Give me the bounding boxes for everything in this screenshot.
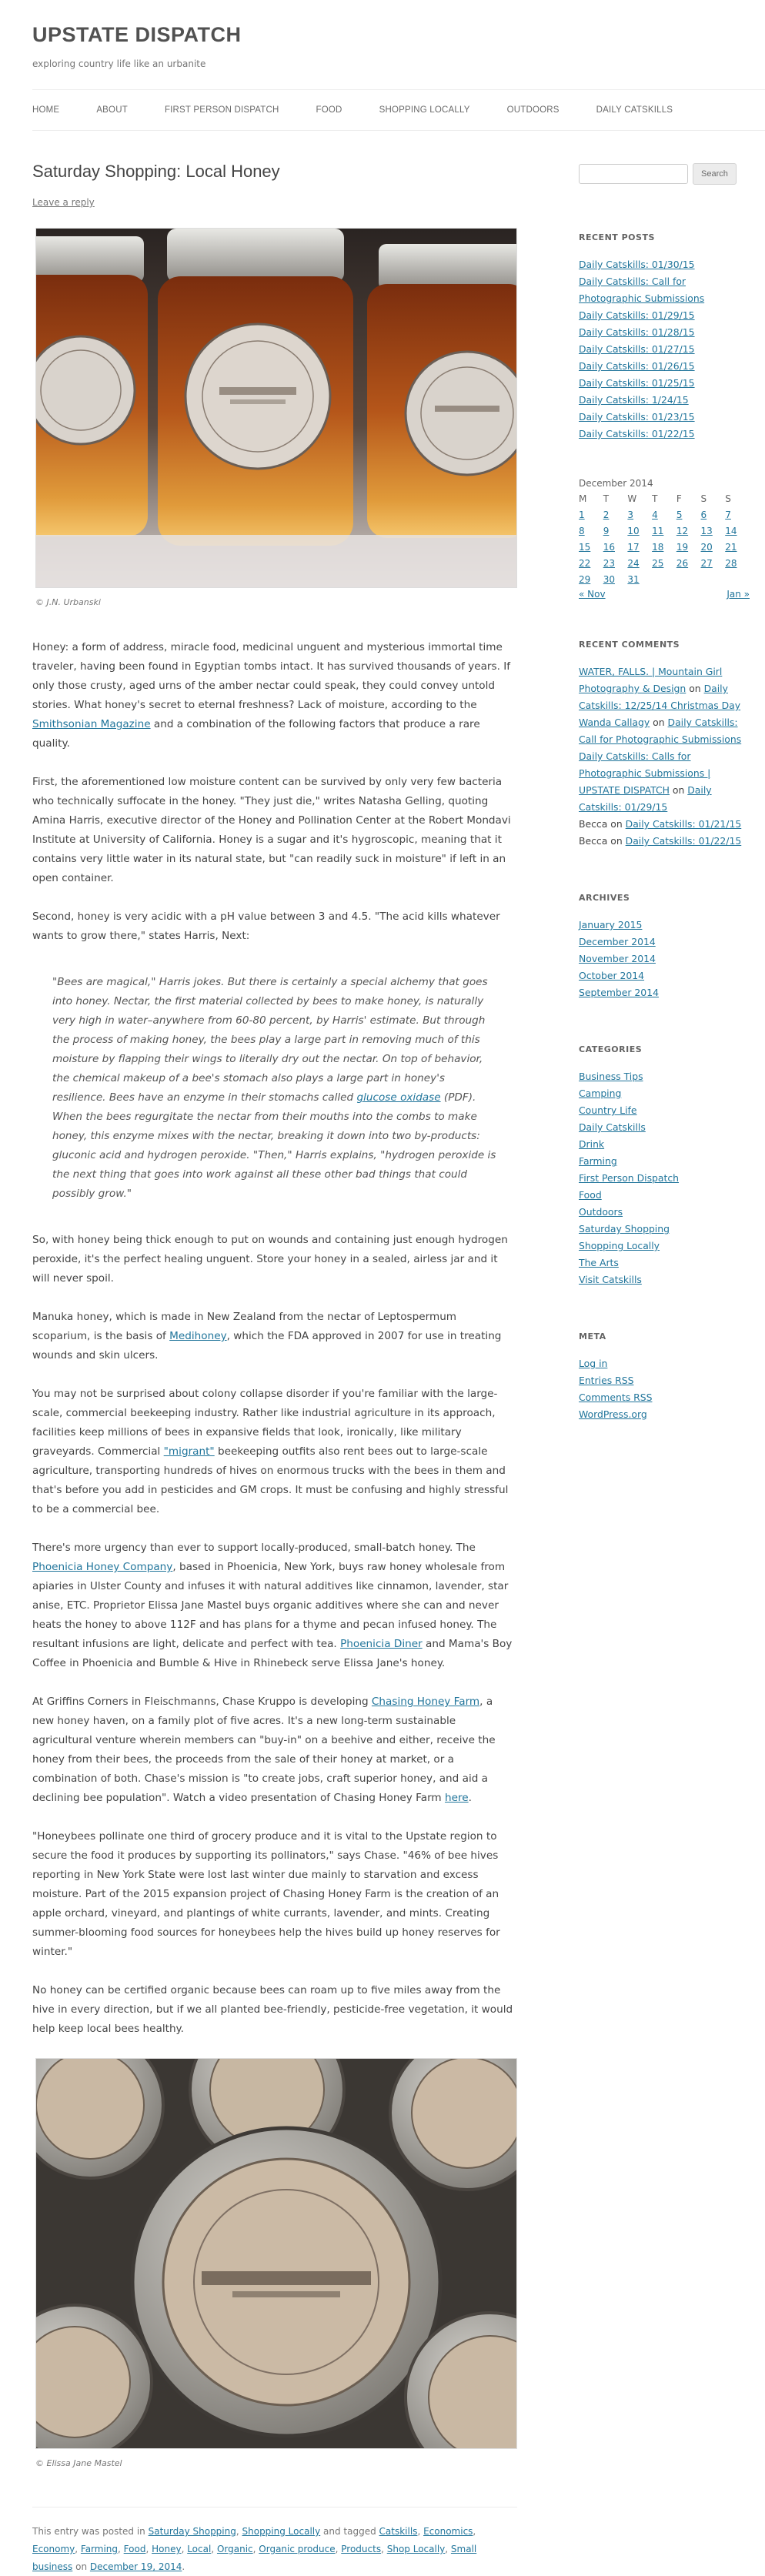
tag-link[interactable]: Honey	[152, 2544, 182, 2554]
calendar-day	[652, 506, 676, 523]
sidebar	[579, 163, 750, 1423]
calendar-day-link[interactable]: 18	[652, 541, 664, 553]
calendar-day	[603, 523, 628, 539]
calendar-day-link[interactable]: 19	[676, 541, 689, 553]
nav-item-shopping-locally[interactable]: SHOPPING LOCALLY	[379, 105, 470, 115]
category-link[interactable]: Saturday Shopping	[579, 1223, 670, 1235]
calendar-day-link[interactable]: 26	[676, 557, 689, 569]
paragraph: First, the aforementioned low moisture content can be survived by only very few bacteria who technically suffocate in the honey. "They just die," writes Natasha Gelling, quoting Amina Harris, executive director of the Honey and Pollination Center at the Robert Mondavi Institute at University of California. Honey is a sugar and it's hygroscopic, meaning that it contains very little water in its natural state, but "can readily suck in moisture" if left in an open container.	[32, 776, 511, 884]
calendar-weekday: S	[700, 493, 707, 504]
list-item	[579, 984, 750, 1001]
leave-reply-link[interactable]: Leave a reply	[32, 197, 95, 208]
category-link[interactable]: Camping	[579, 1088, 622, 1099]
calendar-day-link[interactable]: 28	[725, 557, 737, 569]
calendar-day-link[interactable]: 8	[579, 525, 585, 536]
image-caption: © J.N. Urbanski	[35, 597, 101, 607]
widget-title: RECENT POSTS	[579, 232, 655, 242]
category-link[interactable]: Outdoors	[579, 1206, 623, 1218]
calendar-day-link[interactable]: 14	[725, 525, 737, 536]
paragraph: You may not be surprised about colony collapse disorder if you're familiar with the large-scale, commercial beekeeping industry. Rather like industrial agriculture in its approach, facilities keep millions of bees in expansive fields that look, ironically, like military graveyards. Commercial "migrant" beekeeping outfits also rent bees out to large-scale agriculture, transporting hundreds of hives on enormous trucks with the bees in them and that's before you add in pesticides and GM crops. It must be confusing and highly stressful to be a commercial bee.	[32, 1388, 509, 1515]
paragraph: There's more urgency than ever to support locally-produced, small-batch honey. The Phoenicia Honey Company, based in Phoenicia, New York, buys raw honey wholesale from apiaries in Ulster County and infuses it with natural additives like cinnamon, lavender, star anise, ETC. Proprietor Elissa Jane Mastel buys organic additives where she can and never heats the honey to above 112F and has plans for a thyme and pecan infused honey. The resultant infusions are light, delicate and perfect with tea. Phoenicia Diner and Mama's Boy Coffee in Phoenicia and Bumble & Hive in Rhinebeck serve Elissa Jane's honey.	[32, 1542, 513, 1669]
list-item	[579, 1119, 750, 1136]
calendar-caption: December 2014	[579, 478, 653, 489]
list-item	[579, 1102, 750, 1119]
calendar-day	[725, 555, 750, 571]
search-button[interactable]: Search	[693, 163, 737, 185]
calendar-day	[627, 555, 652, 571]
list-item	[579, 1136, 750, 1153]
comment-post-link[interactable]: Daily Catskills: 12/25/14 Christmas Day	[579, 683, 741, 711]
calendar-day	[725, 571, 750, 587]
list-item	[579, 1372, 750, 1389]
site-description: exploring country life like an urbanite	[32, 58, 206, 69]
recent-post-link[interactable]: Daily Catskills: 01/25/15	[579, 377, 695, 389]
categories-widget	[579, 1044, 750, 1288]
archive-link[interactable]: September 2014	[579, 987, 659, 998]
widget-title: CATEGORIES	[579, 1044, 643, 1054]
comment-on: on	[607, 835, 626, 847]
chasing-honey-farm-link[interactable]: Chasing Honey Farm	[371, 1696, 480, 1708]
migrant-link[interactable]: "migrant"	[163, 1445, 215, 1458]
comment-author-link[interactable]: Daily Catskills: Calls for Photographic Submissions | UPSTATE DISPATCH	[579, 750, 711, 796]
calendar-day-link[interactable]: 16	[603, 541, 615, 553]
nav-item-food[interactable]: FOOD	[316, 105, 342, 115]
calendar-day-link[interactable]: 30	[603, 573, 615, 585]
list-item	[579, 358, 750, 375]
post-content	[32, 162, 517, 2576]
calendar-week-row	[579, 523, 750, 539]
calendar-day	[676, 523, 701, 539]
recent-post-link[interactable]: Daily Catskills: 01/29/15	[579, 309, 695, 321]
list-item	[579, 1068, 750, 1085]
calendar-day-link[interactable]: 10	[627, 525, 640, 536]
jar-center	[158, 229, 353, 546]
calendar-week-row	[579, 539, 750, 555]
blockquote: "Bees are magical," Harris jokes. But there is certainly a special alchemy that goes into honey. Nectar, the first material collected by bees to make honey, is naturally very high in water–anywhere from 60-80 percent, by Harris' estimate. But through the process of making honey, the bees play a large part in removing much of this moisture by flapping their wings to literally dry out the nectar. On top of behavior, the chemical makeup of a bee's stomach also plays a large part in honey's resilience. Bees have an enzyme in their stomachs called glucose oxidase (PDF). When the bees regurgitate the nectar from their mouths into the combs to make honey, this enzyme mixes with the nectar, breaking it down into two by-products: gluconic acid and hydrogen peroxide. "Then," Harris explains, "hydrogen peroxide is the next thing that goes into work against all these other bad things that could possibly grow."	[52, 976, 496, 1200]
meta-link[interactable]: Comments RSS	[579, 1392, 653, 1403]
calendar-day-link[interactable]: 17	[627, 541, 640, 553]
calendar-day	[676, 506, 701, 523]
calendar-day-link[interactable]: 21	[725, 541, 737, 553]
calendar-day	[701, 506, 726, 523]
calendar-day-link[interactable]: 20	[700, 541, 713, 553]
comment-on: on	[686, 683, 704, 694]
calendar-widget	[579, 478, 750, 600]
archive-link[interactable]: January 2015	[579, 919, 643, 931]
image-caption: © Elissa Jane Mastel	[35, 2458, 122, 2468]
calendar-header-row	[579, 490, 750, 506]
calendar-week-row	[579, 571, 750, 587]
calendar-table	[579, 490, 750, 587]
calendar-next-link[interactable]: Jan »	[727, 589, 750, 600]
main-navigation	[32, 89, 765, 131]
calendar-week-row	[579, 555, 750, 571]
recent-posts-list	[579, 256, 750, 443]
nav-item-about[interactable]: ABOUT	[96, 105, 128, 115]
list-item	[579, 1085, 750, 1102]
comment-on: on	[650, 717, 668, 728]
calendar-day	[701, 571, 726, 587]
recent-comment	[579, 748, 750, 816]
calendar-day-link[interactable]: 31	[627, 573, 640, 585]
list-item	[579, 256, 750, 273]
comment-author: Becca	[579, 818, 608, 830]
recent-post-link[interactable]: Daily Catskills: 1/24/15	[579, 394, 689, 406]
calendar-day-link[interactable]: 9	[603, 525, 610, 536]
widget-title: ARCHIVES	[579, 893, 630, 903]
calendar-day	[652, 571, 676, 587]
tag-link[interactable]: Local	[187, 2544, 212, 2554]
archives-list	[579, 917, 750, 1001]
category-link[interactable]: Country Life	[579, 1104, 637, 1116]
comment-author-link[interactable]: WATER, FALLS. | Mountain Girl Photography & Design	[579, 666, 723, 694]
calendar-weekday: W	[627, 493, 637, 504]
list-item	[579, 307, 750, 324]
glucose-oxidase-link[interactable]: glucose oxidase	[356, 1091, 441, 1104]
comment-post-link[interactable]: Daily Catskills: 01/29/15	[579, 784, 712, 813]
calendar-day	[676, 571, 701, 587]
calendar-day	[701, 539, 726, 555]
recent-post-link[interactable]: Daily Catskills: 01/27/15	[579, 343, 695, 355]
categories-list	[579, 1068, 750, 1288]
category-link[interactable]: Daily Catskills	[579, 1121, 646, 1133]
recent-comment	[579, 714, 750, 748]
medihoney-link[interactable]: Medihoney	[169, 1330, 227, 1342]
calendar-day-link[interactable]: 7	[725, 509, 731, 520]
site-title[interactable]: UPSTATE DISPATCH	[32, 23, 242, 46]
list-item	[579, 917, 750, 934]
list-item	[579, 1187, 750, 1204]
list-item	[579, 1389, 750, 1406]
calendar-day	[725, 523, 750, 539]
list-item	[579, 934, 750, 951]
calendar-day	[603, 506, 628, 523]
category-link[interactable]: Shopping Locally	[579, 1240, 660, 1251]
category-link[interactable]: Food	[579, 1189, 602, 1201]
calendar-day	[652, 523, 676, 539]
calendar-prev-link[interactable]: « Nov	[579, 589, 606, 600]
archive-link[interactable]: December 2014	[579, 936, 656, 947]
list-item	[579, 1406, 750, 1423]
calendar-day	[579, 571, 603, 587]
tag-link[interactable]: Organic	[216, 2544, 253, 2554]
meta-text: This entry was posted in	[32, 2526, 149, 2537]
tag-link[interactable]: Economics	[423, 2526, 473, 2537]
post-title: Saturday Shopping: Local Honey	[32, 162, 280, 181]
comment-author-link[interactable]: Wanda Callagy	[579, 717, 650, 728]
meta-text: and tagged	[320, 2526, 379, 2537]
recent-post-link[interactable]: Daily Catskills: 01/22/15	[579, 428, 695, 439]
meta-link[interactable]: WordPress.org	[579, 1408, 647, 1420]
archives-widget	[579, 893, 750, 1001]
search-widget	[579, 163, 750, 185]
post-body	[32, 638, 517, 2039]
meta-text: on	[72, 2561, 90, 2572]
calendar-weekday: T	[603, 493, 610, 504]
list-item	[579, 392, 750, 409]
archive-link[interactable]: October 2014	[579, 970, 645, 981]
category-link[interactable]: Drink	[579, 1138, 605, 1150]
calendar-day	[627, 539, 652, 555]
category-link[interactable]: Farming	[579, 1155, 617, 1167]
calendar-day-link[interactable]: 12	[676, 525, 689, 536]
calendar-day	[725, 506, 750, 523]
calendar-weekday: S	[725, 493, 731, 504]
nav-item-first-person-dispatch[interactable]: FIRST PERSON DISPATCH	[164, 105, 279, 115]
recent-post-link[interactable]: Daily Catskills: 01/26/15	[579, 360, 695, 372]
recent-post-link[interactable]: Daily Catskills: 01/30/15	[579, 259, 695, 270]
recent-comments-widget	[579, 640, 750, 850]
recent-comment	[579, 816, 750, 833]
paragraph: Honey: a form of address, miracle food, medicinal unguent and mysterious immortal time traveler, having been found in Egyptian tombs intact. It has survived thousands of years. If only those crusty, aged urns of the amber nectar could speak, they could convey untold stories. What honey's secret to eternal freshness? Lack of moisture, according to the Smithsonian Magazine and a combination of the following factors that produce a rare quality.	[32, 641, 511, 750]
meta-link[interactable]: Entries RSS	[579, 1375, 634, 1386]
tin-main	[132, 2128, 440, 2436]
tag-link[interactable]: Catskills	[379, 2526, 418, 2537]
calendar-day	[676, 555, 701, 571]
tag-link[interactable]: Economy	[32, 2544, 75, 2554]
calendar-day-link[interactable]: 3	[627, 509, 634, 520]
video-link[interactable]: here	[444, 1792, 469, 1804]
paragraph: So, with honey being thick enough to put on wounds and containing just enough hydrogen peroxide, it's the perfect healing unguent. Store your honey in a sealed, airless jar and it will never spoil.	[32, 1234, 508, 1285]
list-item	[579, 1170, 750, 1187]
calendar-weekday: M	[579, 493, 587, 504]
calendar-day	[627, 571, 652, 587]
list-item	[579, 1204, 750, 1221]
comment-author: Becca	[579, 835, 608, 847]
archive-link[interactable]: November 2014	[579, 953, 656, 964]
paragraph: Manuka honey, which is made in New Zealand from the nectar of Leptospermum scoparium, is the basis of Medihoney, which the FDA approved in 2007 for use in treating wounds and skin ulcers.	[32, 1311, 502, 1362]
calendar-day	[652, 555, 676, 571]
calendar-day	[579, 555, 603, 571]
calendar-day-link[interactable]: 15	[579, 541, 591, 553]
calendar-weekday: T	[652, 493, 658, 504]
calendar-day-link[interactable]: 29	[579, 573, 591, 585]
calendar-weekday: F	[676, 493, 682, 504]
calendar-day	[652, 539, 676, 555]
calendar-nav	[579, 589, 750, 600]
tag-link[interactable]: Food	[123, 2544, 146, 2554]
meta-link[interactable]: Log in	[579, 1358, 608, 1369]
search-input[interactable]	[579, 164, 688, 184]
calendar-day	[603, 539, 628, 555]
tag-link[interactable]: Products	[341, 2544, 382, 2554]
recent-post-link[interactable]: Daily Catskills: 01/23/15	[579, 411, 695, 423]
calendar-day	[579, 506, 603, 523]
calendar-day-link[interactable]: 1	[579, 509, 585, 520]
smithsonian-link[interactable]: Smithsonian Magazine	[32, 718, 151, 730]
honey-tins-photo[interactable]	[35, 2058, 517, 2449]
nav-item-daily-catskills[interactable]: DAILY CATSKILLS	[596, 105, 673, 115]
category-link[interactable]: Business Tips	[579, 1071, 643, 1082]
list-item	[579, 1153, 750, 1170]
list-item	[579, 1255, 750, 1271]
comment-post-link[interactable]: Daily Catskills: Call for Photographic Submissions	[579, 717, 742, 745]
list-item	[579, 951, 750, 967]
comment-post-link[interactable]: Daily Catskills: 01/22/15	[625, 835, 742, 847]
list-item	[579, 341, 750, 358]
recent-comments-list	[579, 663, 750, 850]
tag-link[interactable]: Farming	[80, 2544, 119, 2554]
honey-jars-photo[interactable]	[35, 228, 517, 588]
paragraph: Second, honey is very acidic with a pH value between 3 and 4.5. "The acid kills whatever wants to grow there," states Harris, Next:	[32, 910, 500, 942]
comment-on: on	[669, 784, 688, 796]
recent-post-link[interactable]: Daily Catskills: 01/28/15	[579, 326, 695, 338]
list-item	[579, 273, 750, 307]
figure-honey-jars	[35, 228, 517, 607]
calendar-day-link[interactable]: 4	[652, 509, 658, 520]
meta-text: .	[182, 2561, 185, 2572]
list-item	[579, 324, 750, 341]
calendar-day	[579, 523, 603, 539]
jar-right	[367, 244, 517, 538]
figure-honey-tins	[35, 2058, 517, 2468]
comment-post-link[interactable]: Daily Catskills: 01/21/15	[625, 818, 742, 830]
tag-link[interactable]: Shop Locally	[386, 2544, 446, 2554]
list-item	[579, 1355, 750, 1372]
list-item	[579, 967, 750, 984]
recent-comment	[579, 833, 750, 850]
nav-item-home[interactable]: HOME	[32, 105, 60, 115]
list-item	[579, 1271, 750, 1288]
recent-posts-widget	[579, 232, 750, 443]
calendar-day-link[interactable]: 2	[603, 509, 610, 520]
calendar-day	[579, 539, 603, 555]
calendar-day-link[interactable]: 23	[603, 557, 615, 569]
paragraph: No honey can be certified organic because bees can roam up to five miles away from the hive in every direction, but if we all planted bee-friendly, pesticide-free vegetation, it would help keep local bees healthy.	[32, 1984, 513, 2035]
calendar-day	[627, 506, 652, 523]
meta-list	[579, 1355, 750, 1423]
list-item	[579, 409, 750, 426]
widget-title: META	[579, 1331, 606, 1341]
meta-widget	[579, 1331, 750, 1423]
calendar-day-link[interactable]: 5	[676, 509, 683, 520]
list-item	[579, 1238, 750, 1255]
recent-post-link[interactable]: Daily Catskills: Call for Photographic Submissions	[579, 276, 705, 304]
nav-item-outdoors[interactable]: OUTDOORS	[506, 105, 560, 115]
calendar-day	[701, 523, 726, 539]
calendar-day-link[interactable]: 11	[652, 525, 664, 536]
phoenicia-honey-link[interactable]: Phoenicia Honey Company	[32, 1561, 173, 1573]
calendar-day-link[interactable]: 24	[627, 557, 640, 569]
calendar-day	[603, 571, 628, 587]
calendar-day-link[interactable]: 25	[652, 557, 664, 569]
phoenicia-diner-link[interactable]: Phoenicia Diner	[340, 1638, 423, 1650]
tag-link[interactable]: Organic produce	[259, 2544, 336, 2554]
calendar-day	[725, 539, 750, 555]
list-item	[579, 426, 750, 443]
calendar-day	[627, 523, 652, 539]
tag-link[interactable]: Small business	[32, 2544, 477, 2572]
calendar-day-link[interactable]: 6	[700, 509, 707, 520]
calendar-day-link[interactable]: 22	[579, 557, 591, 569]
calendar-week-row	[579, 506, 750, 523]
calendar-day	[701, 555, 726, 571]
list-item	[579, 1221, 750, 1238]
widget-title: RECENT COMMENTS	[579, 640, 680, 650]
recent-comment	[579, 663, 750, 714]
paragraph: At Griffins Corners in Fleischmanns, Chase Kruppo is developing Chasing Honey Farm, a new honey haven, on a family plot of five acres. It's a new long-term sustainable agricultural venture wherein members can "buy-in" on a beehive and either, receive the honey from their bees, the proceeds from the sale of their honey at market, or a combination of both. Chase's mission is "to create jobs, craft superior honey, and aid a declining bee population". Watch a video presentation of Chasing Honey Farm here.	[32, 1696, 496, 1804]
jar-left	[35, 236, 148, 536]
category-link[interactable]: Visit Catskills	[579, 1274, 642, 1285]
category-link[interactable]: First Person Dispatch	[579, 1172, 680, 1184]
list-item	[579, 375, 750, 392]
comment-on: on	[607, 818, 626, 830]
calendar-day	[676, 539, 701, 555]
calendar-day-link[interactable]: 13	[700, 525, 713, 536]
category-link[interactable]: Saturday Shopping	[148, 2526, 236, 2537]
paragraph: "Honeybees pollinate one third of grocery produce and it is vital to the Upstate region to secure the food it produces by supporting its pollinators," says Chase. "46% of bee hives reporting in New York State were lost last winter due mainly to starvation and excess moisture. Part of the 2015 expansion project of Chasing Honey Farm is the creation of an apple orchard, vineyard, and plantings of white currants, lavender, and mints. Creating summer-blooming food sources for honeybees help the hives build up honey reserves for winter."	[32, 1830, 500, 1958]
category-link[interactable]: The Arts	[579, 1257, 619, 1268]
calendar-day	[603, 555, 628, 571]
calendar-day-link[interactable]: 27	[700, 557, 713, 569]
entry-meta: This entry was posted in Saturday Shopping, Shopping Locally and tagged Catskills, Economics, Economy, Farming, Food, Honey, Local, Organic, Organic produce, Products, Shop Locally, Small business on December 19, 2014.	[32, 2507, 517, 2576]
post-date-link[interactable]: December 19, 2014	[89, 2561, 182, 2572]
category-link[interactable]: Shopping Locally	[242, 2526, 321, 2537]
